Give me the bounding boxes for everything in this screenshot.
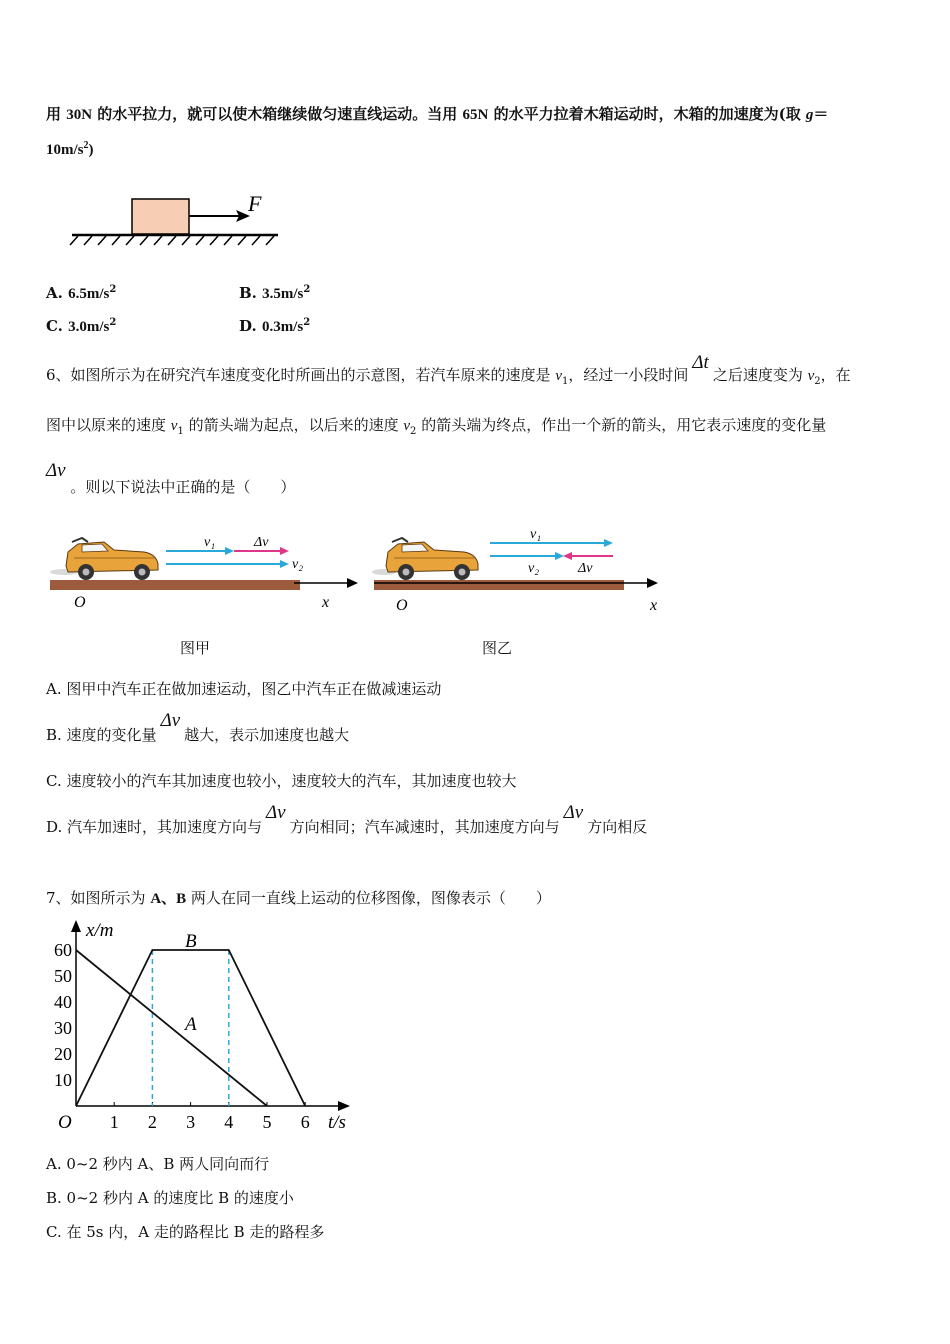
y-tick-label: 30 <box>54 1018 72 1038</box>
q6-option-c[interactable]: C. 速度较小的汽车其加速度也较小，速度较大的汽车，其加速度也较大 <box>46 772 517 790</box>
y-tick-label: 20 <box>54 1044 72 1064</box>
v2-label: v₂ <box>528 561 540 576</box>
position-time-graph <box>40 916 360 1136</box>
q5-option-b[interactable]: B. $3.5m/s^2$ <box>239 284 311 302</box>
x-tick-label: 2 <box>147 1112 157 1132</box>
series-a-label: A <box>185 1014 197 1035</box>
origin-label: O <box>74 594 86 611</box>
q5-option-c[interactable]: C. $3.0m/s^2$ <box>46 317 117 335</box>
x-label: x <box>322 594 330 611</box>
q7-option-c[interactable]: C. 在 5s 内，A 走的路程比 B 走的路程多 <box>46 1223 325 1241</box>
q6-stem-line2: 图中以原来的速度 $v_1$ 的箭头端为起点，以后来的速度 $v_2$ 的箭头端为终点，作出一个新的箭头，用它表示速度的变化量 <box>46 416 827 437</box>
q5-option-d[interactable]: D. $0.3m/s^2$ <box>239 317 311 335</box>
figure-jia-caption: 图甲 <box>180 639 211 657</box>
dv-label: Δv <box>254 535 269 550</box>
y-axis-arrow <box>71 920 81 932</box>
v1-label: v₁ <box>530 528 542 542</box>
ground <box>50 580 300 590</box>
x-tick-label: 5 <box>262 1112 272 1132</box>
x-tick-label: 1 <box>109 1112 119 1132</box>
q7-option-a[interactable]: A. 0~2 秒内 A、B 两人同向而行 <box>46 1155 270 1173</box>
box-force-figure <box>60 185 290 250</box>
figure-yi-caption: 图乙 <box>482 639 513 657</box>
origin-label: O <box>58 1112 72 1133</box>
x-label: x <box>650 597 658 614</box>
x-axis-arrow <box>338 1101 350 1111</box>
q7-stem: 7、如图所示为 A、B 两人在同一直线上运动的位移图像，图像表示（ ） <box>46 889 551 907</box>
dv-label: Δv <box>578 561 593 576</box>
y-tick-label: 10 <box>54 1070 72 1090</box>
y-tick-label: 40 <box>54 992 72 1012</box>
x-axis-label: t/s <box>328 1112 346 1133</box>
force-label: F <box>248 191 262 216</box>
origin-label: O <box>396 597 408 614</box>
figure-jia <box>44 528 344 618</box>
y-axis-label: x/m <box>86 920 114 941</box>
x-tick-label: 4 <box>224 1112 234 1132</box>
floor-hatch <box>70 236 274 245</box>
figure-jia-axis <box>294 574 364 594</box>
series-a-line <box>76 950 267 1106</box>
y-tick-label: 60 <box>54 940 72 960</box>
q5-line1: 用 30N 的水平拉力，就可以使木箱继续做匀速直线运动。当用 65N 的水平力拉着木箱运动时，木箱的加速度为(取 g＝ <box>46 105 829 123</box>
car-icon <box>50 538 158 580</box>
series-b-label: B <box>185 931 197 952</box>
ground <box>374 580 624 590</box>
q6-option-a[interactable]: A. 图甲中汽车正在做加速运动，图乙中汽车正在做减速运动 <box>46 680 442 698</box>
q6-stem-line1: 6、如图所示为在研究汽车速度变化时所画出的示意图，若汽车原来的速度是 $v_1$，经过一小段时间Δt之后速度变为 $v_2$，在 <box>46 352 851 387</box>
v2-label: v₂ <box>292 557 304 572</box>
q6-option-b[interactable]: B. 速度的变化量Δv越大，表示加速度也越大 <box>46 710 350 744</box>
q5-option-a[interactable]: A. $6.5m/s^2$ <box>46 284 117 302</box>
q6-option-d[interactable]: D. 汽车加速时，其加速度方向与Δv方向相同；汽车减速时，其加速度方向与Δv方向相反 <box>46 802 648 836</box>
q5-line2: $10m/s^2$) <box>46 140 94 158</box>
q6-stem-line3: Δv 。则以下说法中正确的是（ ） <box>46 460 296 496</box>
v1-label: v₁ <box>204 535 216 550</box>
y-tick-label: 50 <box>54 966 72 986</box>
car-icon <box>372 538 478 580</box>
wooden-box <box>132 199 189 234</box>
q7-option-b[interactable]: B. 0~2 秒内 A 的速度比 B 的速度小 <box>46 1189 294 1207</box>
x-tick-label: 6 <box>300 1112 310 1132</box>
x-tick-label: 3 <box>186 1112 196 1132</box>
figure-yi <box>368 528 668 618</box>
